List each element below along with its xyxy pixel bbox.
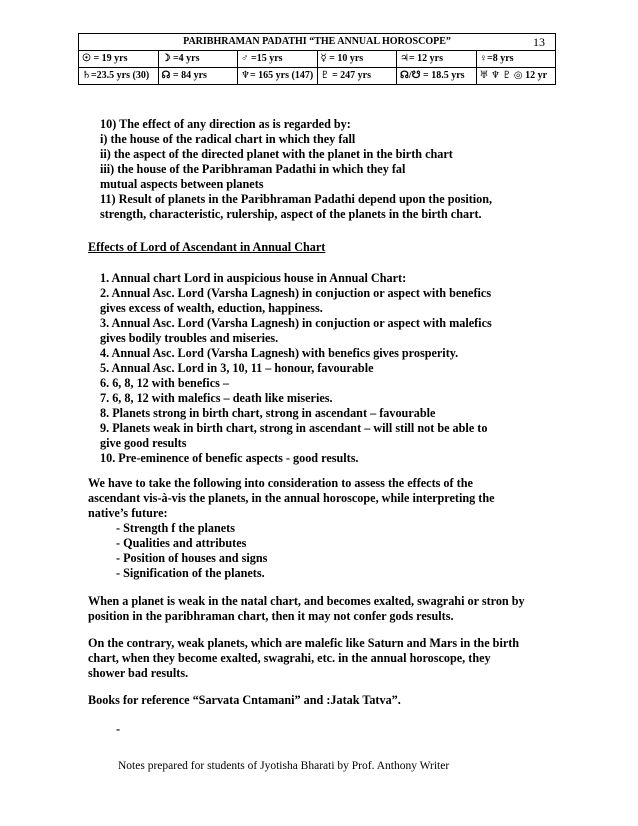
body-line: mutual aspects between planets: [100, 177, 264, 191]
header-title-row: [79, 34, 555, 51]
header-cell: ♄=23.5 yrs (30): [79, 68, 159, 84]
header-cell: ☊/☋ = 18.5 yrs: [397, 68, 477, 84]
trailing-dash: -: [116, 722, 121, 736]
list-item: give good results: [100, 436, 187, 450]
list-item: 4. Annual Asc. Lord (Varsha Lagnesh) with benefics gives prosperity.: [100, 346, 459, 360]
header-cell: ☽ =4 yrs: [159, 51, 239, 67]
paragraph-line: On the contrary, weak planets, which are malefic like Saturn and Mars in the birth: [88, 636, 520, 650]
paragraph-line: shower bad results.: [88, 666, 189, 680]
list-item: 3. Annual Asc. Lord (Varsha Lagnesh) in conjuction or aspect with malefics: [100, 316, 492, 330]
section-heading: Effects of Lord of Ascendant in Annual Chart: [88, 240, 326, 254]
paragraph-line: chart, when they become exalted, swagrahi, etc. in the annual horoscope, they: [88, 651, 491, 665]
paragraph-line: ascendant vis-à-vis the planets, in the annual horoscope, while interpreting the: [88, 491, 495, 505]
header-row-1: [79, 51, 555, 68]
list-item: 2. Annual Asc. Lord (Varsha Lagnesh) in conjuction or aspect with benefics: [100, 286, 492, 300]
body-line: 10) The effect of any direction as is regarded by:: [100, 117, 351, 131]
list-item: 9. Planets weak in birth chart, strong in ascendant – will still not be able to: [100, 421, 488, 435]
body-line: 11) Result of planets in the Paribhraman Padathi depend upon the position,: [100, 192, 493, 206]
bullet-item: - Position of houses and signs: [116, 551, 268, 565]
paragraph-line: We have to take the following into consideration to assess the effects of the: [88, 476, 473, 490]
page-number: 13: [533, 35, 545, 49]
header-cell: ♀=8 yrs: [479, 53, 514, 64]
header-cell: ♅ ♆ ♇ ◎ 12 yr: [479, 70, 548, 81]
header-row-2: [79, 68, 555, 84]
header-cell: ♆= 165 yrs (147): [238, 68, 318, 84]
list-item: 5. Annual Asc. Lord in 3, 10, 11 – honour, favourable: [100, 361, 374, 375]
bullet-item: - Strength f the planets: [116, 521, 235, 535]
body-line: ii) the aspect of the directed planet with the planet in the birth chart: [100, 147, 453, 161]
list-item: gives excess of wealth, eduction, happiness.: [100, 301, 323, 315]
body-line: iii) the house of the Paribhraman Padathi in which they fal: [100, 162, 406, 176]
header-cell: ♇ = 247 yrs: [318, 68, 398, 84]
header-table: [78, 33, 556, 85]
header-cell: ♃= 12 yrs: [397, 51, 477, 67]
bullet-item: - Signification of the planets.: [116, 566, 265, 580]
list-item: 10. Pre-eminence of benefic aspects - good results.: [100, 451, 359, 465]
body-line: strength, characteristic, rulership, aspect of the planets in the birth chart.: [100, 207, 482, 221]
header-cell: ☿ = 10 yrs: [318, 51, 398, 67]
list-item: 1. Annual chart Lord in auspicious house in Annual Chart:: [100, 271, 407, 285]
page-footer: Notes prepared for students of Jyotisha Bharati by Prof. Anthony Writer: [118, 760, 450, 772]
header-title: PARIBHRAMAN PADATHI “THE ANNUAL HOROSCOPE”: [183, 36, 451, 47]
list-item: 7. 6, 8, 12 with malefics – death like miseries.: [100, 391, 333, 405]
header-cell: ☉ = 19 yrs: [79, 51, 159, 67]
reference-line: Books for reference “Sarvata Cntamani” and :Jatak Tatva”.: [88, 693, 401, 707]
paragraph-line: native’s future:: [88, 506, 168, 520]
bullet-item: - Qualities and attributes: [116, 536, 247, 550]
paragraph-line: position in the paribhraman chart, then it may not confer gods results.: [88, 609, 454, 623]
body-line: i) the house of the radical chart in which they fall: [100, 132, 356, 146]
header-cell: ♂ =15 yrs: [238, 51, 318, 67]
list-item: 6. 6, 8, 12 with benefics –: [100, 376, 229, 390]
list-item: 8. Planets strong in birth chart, strong in ascendant – favourable: [100, 406, 436, 420]
header-cell: ☊ = 84 yrs: [159, 68, 239, 84]
paragraph-line: When a planet is weak in the natal chart, and becomes exalted, swagrahi or stron by: [88, 594, 525, 608]
list-item: gives bodily troubles and miseries.: [100, 331, 279, 345]
